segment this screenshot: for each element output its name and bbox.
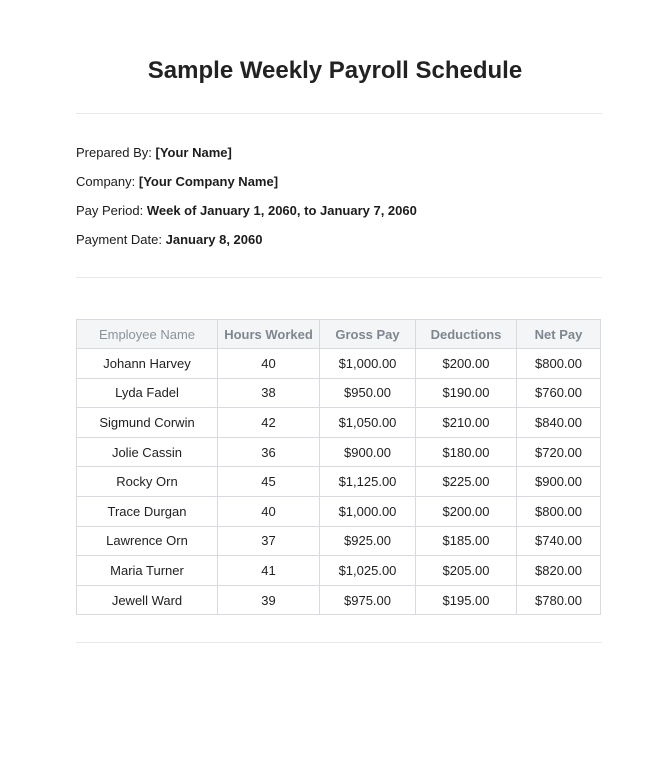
cell-net-pay: $820.00	[517, 556, 601, 586]
company-value: [Your Company Name]	[138, 174, 279, 189]
cell-deductions: $225.00	[416, 467, 517, 497]
document-title: Sample Weekly Payroll Schedule	[147, 57, 523, 84]
table-row	[77, 467, 601, 497]
header-net-pay: Net Pay	[517, 320, 601, 349]
cell-net-pay: $760.00	[517, 378, 601, 408]
cell-deductions: $195.00	[416, 585, 517, 615]
cell-employee-name: Rocky Orn	[77, 467, 218, 497]
cell-net-pay: $800.00	[517, 496, 601, 526]
cell-hours-worked: 40	[218, 349, 320, 379]
cell-deductions: $200.00	[416, 349, 517, 379]
cell-deductions: $180.00	[416, 437, 517, 467]
header-deductions: Deductions	[416, 320, 517, 349]
company-line	[76, 174, 278, 190]
cell-deductions: $190.00	[416, 378, 517, 408]
payment-date-value: January 8, 2060	[165, 232, 263, 247]
cell-hours-worked: 37	[218, 526, 320, 556]
cell-net-pay: $740.00	[517, 526, 601, 556]
table-row	[77, 408, 601, 438]
table-row	[77, 496, 601, 526]
cell-hours-worked: 42	[218, 408, 320, 438]
pay-period-line	[76, 203, 417, 219]
cell-hours-worked: 36	[218, 437, 320, 467]
cell-net-pay: $800.00	[517, 349, 601, 379]
cell-net-pay: $900.00	[517, 467, 601, 497]
cell-net-pay: $840.00	[517, 408, 601, 438]
cell-deductions: $210.00	[416, 408, 517, 438]
table-row	[77, 585, 601, 615]
prepared-by-line	[76, 145, 232, 161]
cell-deductions: $200.00	[416, 496, 517, 526]
header-employee-name: Employee Name	[77, 320, 218, 349]
cell-hours-worked: 40	[218, 496, 320, 526]
cell-employee-name: Johann Harvey	[77, 349, 218, 379]
cell-employee-name: Jolie Cassin	[77, 437, 218, 467]
table-row	[77, 349, 601, 379]
cell-net-pay: $780.00	[517, 585, 601, 615]
divider-bottom	[76, 642, 602, 643]
cell-employee-name: Sigmund Corwin	[77, 408, 218, 438]
cell-hours-worked: 41	[218, 556, 320, 586]
payment-date-line	[76, 232, 262, 248]
cell-employee-name: Maria Turner	[77, 556, 218, 586]
header-gross-pay: Gross Pay	[320, 320, 416, 349]
header-hours-worked: Hours Worked	[218, 320, 320, 349]
cell-deductions: $185.00	[416, 526, 517, 556]
cell-hours-worked: 39	[218, 585, 320, 615]
cell-gross-pay: $1,025.00	[320, 556, 416, 586]
payroll-table	[76, 319, 601, 615]
pay-period-label: Pay Period:	[76, 203, 144, 218]
cell-gross-pay: $925.00	[320, 526, 416, 556]
table-row	[77, 437, 601, 467]
prepared-by-label: Prepared By:	[76, 145, 152, 160]
pay-period-value: Week of January 1, 2060, to January 7, 2060	[146, 203, 417, 218]
cell-deductions: $205.00	[416, 556, 517, 586]
cell-gross-pay: $975.00	[320, 585, 416, 615]
cell-gross-pay: $1,000.00	[320, 349, 416, 379]
cell-net-pay: $720.00	[517, 437, 601, 467]
divider-top	[76, 113, 602, 114]
cell-employee-name: Lawrence Orn	[77, 526, 218, 556]
cell-gross-pay: $1,050.00	[320, 408, 416, 438]
cell-employee-name: Jewell Ward	[77, 585, 218, 615]
payment-date-label: Payment Date:	[76, 232, 162, 247]
prepared-by-value: [Your Name]	[155, 145, 232, 160]
table-row	[77, 378, 601, 408]
cell-gross-pay: $900.00	[320, 437, 416, 467]
table-row	[77, 526, 601, 556]
company-label: Company:	[76, 174, 136, 189]
cell-gross-pay: $950.00	[320, 378, 416, 408]
cell-hours-worked: 45	[218, 467, 320, 497]
divider-middle	[76, 277, 602, 278]
cell-gross-pay: $1,125.00	[320, 467, 416, 497]
table-row	[77, 556, 601, 586]
cell-employee-name: Trace Durgan	[77, 496, 218, 526]
cell-hours-worked: 38	[218, 378, 320, 408]
cell-employee-name: Lyda Fadel	[77, 378, 218, 408]
table-header-row	[77, 320, 601, 349]
cell-gross-pay: $1,000.00	[320, 496, 416, 526]
